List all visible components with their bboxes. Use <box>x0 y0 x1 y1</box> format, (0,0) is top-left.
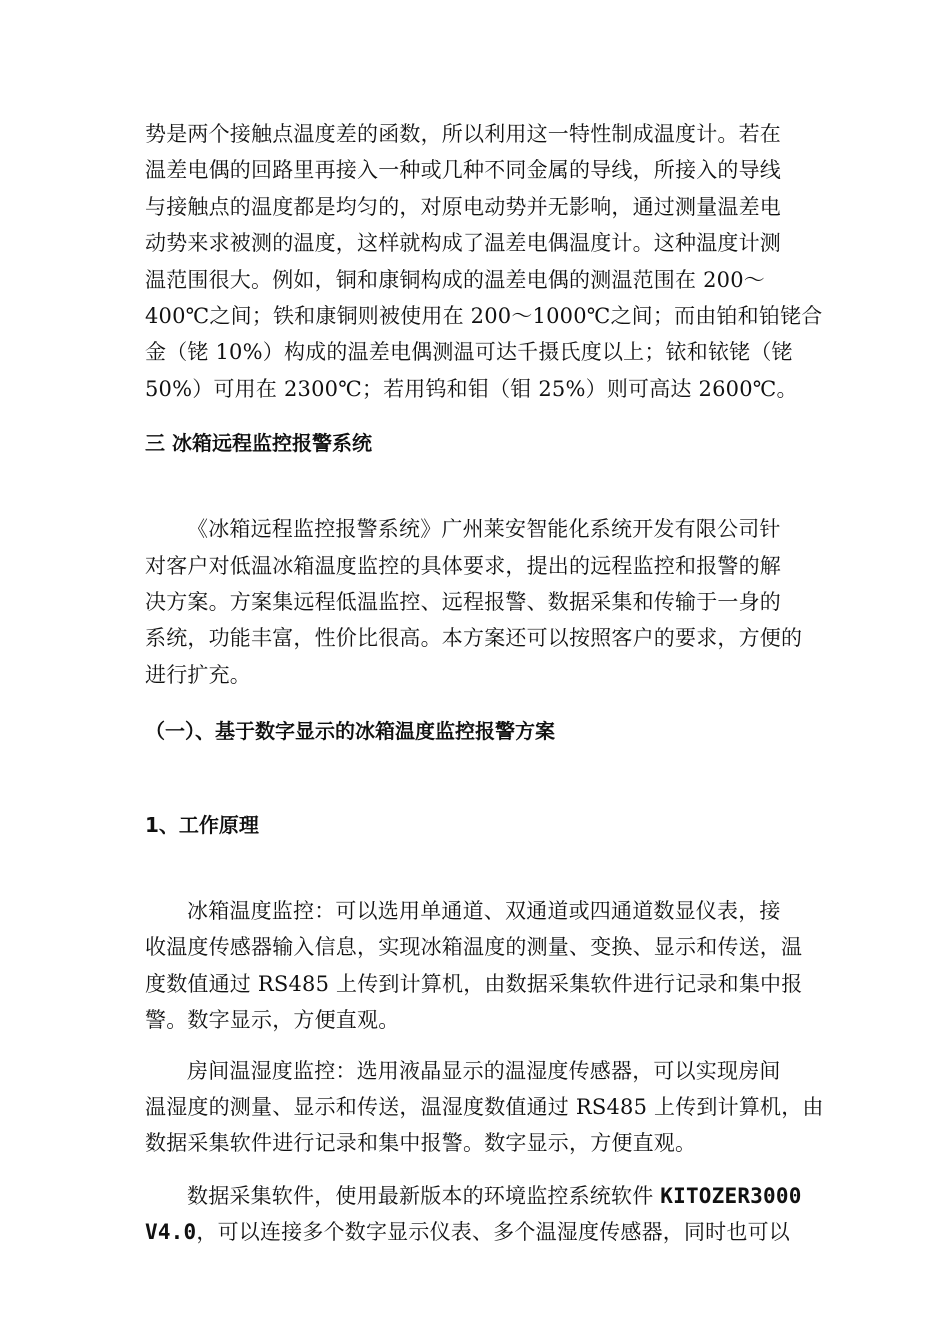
paragraph-line: 与接触点的温度都是均匀的，对原电动势并无影响，通过测量温差电 <box>145 194 781 219</box>
paragraph-line: 进行扩充。 <box>145 662 251 687</box>
paragraph-line: 动势来求被测的温度，这样就构成了温差电偶温度计。这种温度计测 <box>145 231 781 256</box>
software-paragraph <box>145 1178 810 1251</box>
paragraph-line: 温范围很大。例如，铜和康铜构成的温差电偶的测温范围在 200～ <box>145 267 765 292</box>
paragraph-line <box>145 1178 810 1214</box>
paragraph-line <box>145 1214 810 1250</box>
paragraph-line: 冰箱温度监控：可以选用单通道、双通道或四通道数显仪表，接 <box>187 899 781 924</box>
subsection-heading: （一）、基于数字显示的冰箱温度监控报警方案 <box>145 719 555 744</box>
paragraph-line: 决方案。方案集远程低温监控、远程报警、数据采集和传输于一身的 <box>145 589 781 614</box>
software-text: 数据采集软件，使用最新版本的环境监控系统软件 <box>187 1183 661 1208</box>
paragraph-line: 50%）可用在 2300℃；若用钨和钼（钼 25%）则可高达 2600℃。 <box>145 376 798 401</box>
paragraph-line: 势是两个接触点温度差的函数，所以利用这一特性制成温度计。若在 <box>145 122 781 146</box>
fridge-monitoring-paragraph <box>145 893 810 1039</box>
room-monitoring-paragraph <box>145 1053 824 1162</box>
paragraph-line: 房间温湿度监控：选用液晶显示的温湿度传感器，可以实现房间 <box>187 1058 781 1083</box>
document-page <box>145 116 824 1251</box>
section3-paragraph <box>145 511 810 693</box>
product-name: KITOZER3000 <box>660 1183 802 1208</box>
paragraph-line: 警。数字显示，方便直观。 <box>145 1008 400 1033</box>
paragraph-line: 数据采集软件进行记录和集中报警。数字显示，方便直观。 <box>145 1131 697 1156</box>
paragraph-line: 度数值通过 RS485 上传到计算机，由数据采集软件进行记录和集中报 <box>145 971 803 996</box>
section-heading: 三 冰箱远程监控报警系统 <box>145 431 372 456</box>
paragraph-line: 金（铑 10%）构成的温差电偶测温可达千摄氏度以上；铱和铱铑（铑 <box>145 340 793 365</box>
paragraph-line: 温湿度的测量、显示和传送，温湿度数值通过 RS485 上传到计算机，由 <box>145 1095 824 1120</box>
paragraph-line: 400℃之间；铁和康铜则被使用在 200～1000℃之间；而由铂和铂铑合 <box>145 303 823 328</box>
paragraph-line: 系统，功能丰富，性价比很高。本方案还可以按照客户的要求，方便的 <box>145 626 803 651</box>
intro-paragraph <box>145 116 823 407</box>
software-text: ，可以连接多个数字显示仪表、多个温湿度传感器，同时也可以 <box>196 1220 790 1245</box>
paragraph-line: 《冰箱远程监控报警系统》广州莱安智能化系统开发有限公司针 <box>187 517 781 542</box>
item-heading: 1、工作原理 <box>145 813 259 838</box>
paragraph-line: 对客户对低温冰箱温度监控的具体要求，提出的远程监控和报警的解 <box>145 553 781 578</box>
product-version: V4.0 <box>145 1220 197 1245</box>
paragraph-line: 温差电偶的回路里再接入一种或几种不同金属的导线，所接入的导线 <box>145 158 781 183</box>
paragraph-line: 收温度传感器输入信息，实现冰箱温度的测量、变换、显示和传送，温 <box>145 935 803 960</box>
